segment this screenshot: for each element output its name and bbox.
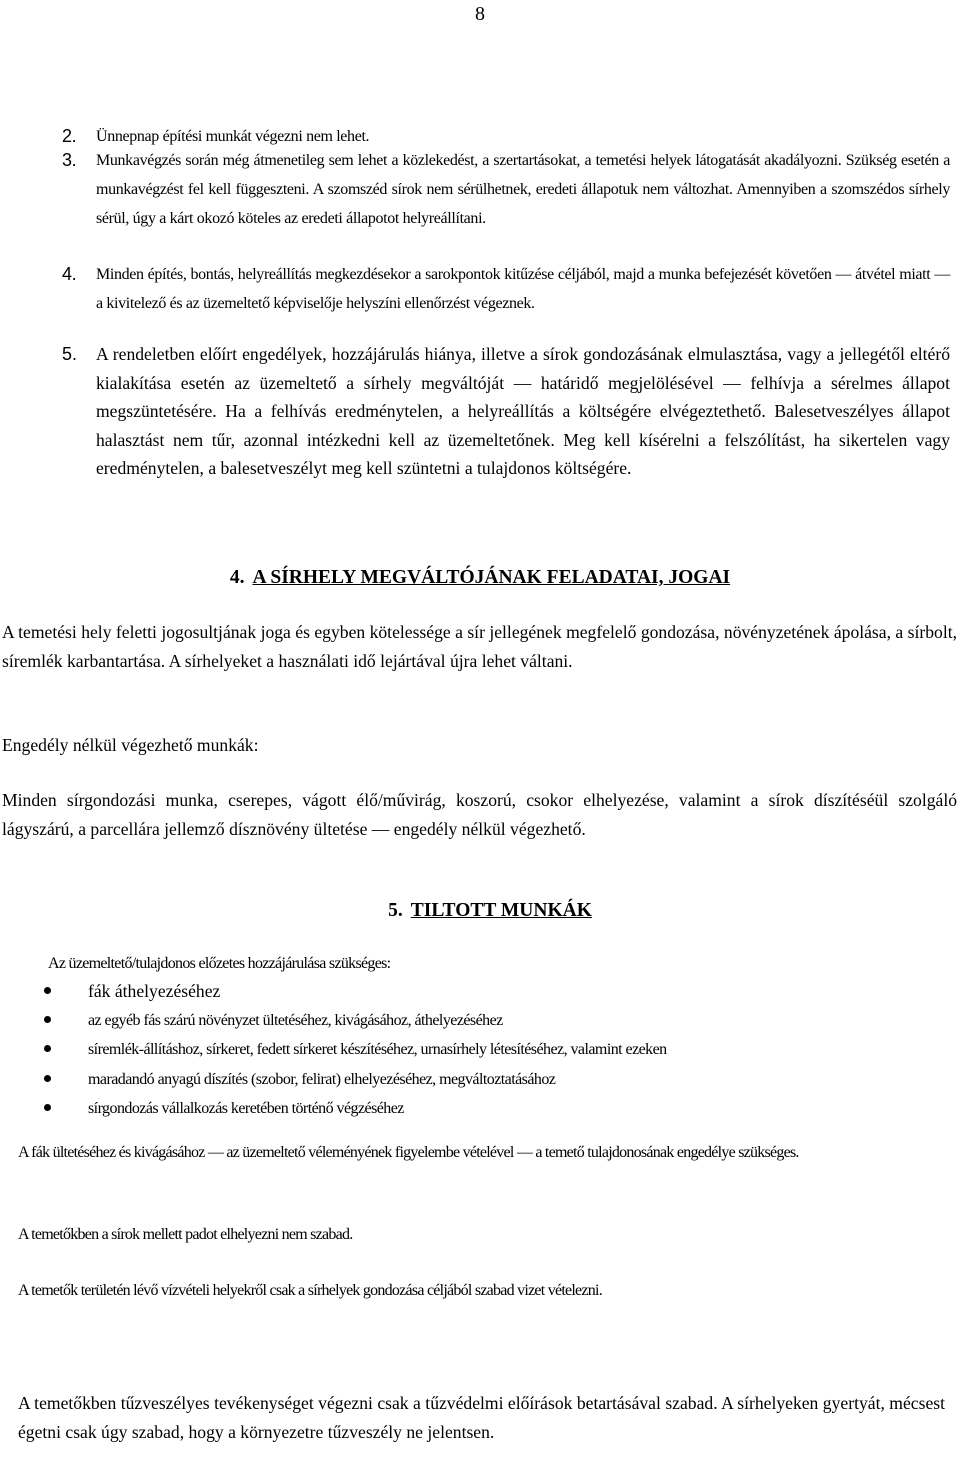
item-number: 4.	[62, 264, 77, 284]
bullet-icon	[44, 1075, 51, 1082]
item-text: Minden építés, bontás, helyreállítás megkezdésekor a sarokpontok kitűzése céljából, majd a munka befejezését követően — átvétel miatt — a kivitelező és az üzemeltető képviselője helyszíni ellenőrzést végeznek.	[96, 266, 950, 312]
list-item-text: síremlék-állításhoz, sírkeret, fedett sírkeret készítéséhez, urnasírhely létesítéséhez, valamint ezeken	[88, 1041, 667, 1059]
item-text: A rendeletben előírt engedélyek, hozzájárulás hiánya, illetve a sírok gondozásának elmulasztása, vagy a jellegétől eltérő kialakítása esetén az üzemeltető a sírhely megváltóját — határidő megjelölésével — felhívja a sérelmes állapot megszüntetésére. Ha a felhívás eredménytelen, a helyreállítás a költségére elvégeztethető. Balesetveszélyes állapot halasztást nem tűr, azonnal intézkedni kell az üzemeltetőnek. Meg kell kísérelni a felszólítást, ha sikertelen vagy eredménytelen, a balesetveszélyt meg kell szüntetni a tulajdonos költségére.	[96, 344, 950, 478]
section-4-paragraph: Minden sírgondozási munka, cserepes, vágott élő/művirág, koszorú, csokor elhelyezése, valamint a sírok díszítéséül szolgáló lágyszárú, a parcellára jellemző dísznövény ültetése — engedély nélkül végezhető.	[2, 790, 957, 839]
bullet-icon	[44, 987, 51, 994]
section-number: 4.	[229, 567, 245, 588]
numbered-item	[62, 146, 950, 233]
section-title: TILTOTT MUNKÁK	[410, 900, 592, 921]
section-title: A SÍRHELY MEGVÁLTÓJÁNAK FELADATAI, JOGAI	[252, 567, 731, 588]
list-item-text: az egyéb fás szárú növényzet ültetéséhez, kivágásához, áthelyezéséhez	[88, 1012, 503, 1030]
list-item	[0, 1006, 960, 1035]
note-paragraph: A temetőkben a sírok mellett padot elhelyezni nem szabad.	[18, 1226, 353, 1243]
item-text: Ünnepnap építési munkát végezni nem lehet.	[96, 128, 370, 145]
list-item	[0, 1065, 960, 1094]
numbered-item	[62, 260, 950, 318]
list-item	[0, 1094, 960, 1123]
list-item	[0, 1035, 960, 1064]
section-number: 5.	[388, 900, 403, 921]
item-text: Munkavégzés során még átmenetileg sem lehet a közlekedést, a szertartásokat, a temetési helyek látogatását akadályozni. Szükség esetén a munkavégzést fel kell függeszteni. A szomszéd sírok nem sérülhetnek, eredeti állapotuk nem változhat. Amennyiben a szomszédos sírhely sérül, úgy a kárt okozó köteles az eredeti állapotot helyreállítani.	[96, 152, 950, 227]
note-paragraph: A fák ültetéséhez és kivágásához — az üzemeltető véleményének figyelembe vételével — a temető tulajdonosának engedélye szükséges.	[18, 1144, 799, 1161]
section-4-heading	[0, 565, 960, 591]
section-5-heading	[0, 898, 960, 924]
section-4-paragraph: A temetési hely feletti jogosultjának joga és egyben kötelessége a sír jellegének megfelelő gondozása, növényzetének ápolása, a sírbolt, síremlék karbantartása. A sírhelyeket a használati idő lejártával újra lehet váltani.	[2, 622, 957, 671]
final-paragraph: A temetőkben tűzveszélyes tevékenységet végezni csak a tűzvédelmi előírások betartásával szabad. A sírhelyeken gyertyát, mécsest égetni csak úgy szabad, hogy a környezetre tűzveszély ne jelentsen.	[18, 1393, 945, 1442]
list-item-text: maradandó anyagú díszítés (szobor, felirat) elhelyezéséhez, megváltoztatásához	[88, 1070, 556, 1088]
item-number: 3.	[62, 150, 77, 170]
consent-list	[0, 977, 960, 1123]
list-item-text: fák áthelyezéséhez	[88, 981, 221, 1001]
section-4-subheading: Engedély nélkül végezhető munkák:	[2, 735, 259, 755]
bullet-icon	[44, 1104, 51, 1111]
list-item-text: sírgondozás vállalkozás keretében történő végzéséhez	[88, 1099, 404, 1117]
consent-intro: Az üzemeltető/tulajdonos előzetes hozzájárulása szükséges:	[48, 955, 391, 972]
note-paragraph: A temetők területén lévő vízvételi helyekről csak a sírhelyek gondozása céljából szabad vizet vételezni.	[18, 1282, 602, 1299]
bullet-icon	[44, 1045, 51, 1052]
item-number: 2.	[62, 126, 77, 146]
list-item	[0, 977, 960, 1006]
page-number: 8	[475, 3, 485, 25]
numbered-item	[62, 340, 950, 483]
item-number: 5.	[62, 344, 78, 364]
bullet-icon	[44, 1016, 51, 1023]
